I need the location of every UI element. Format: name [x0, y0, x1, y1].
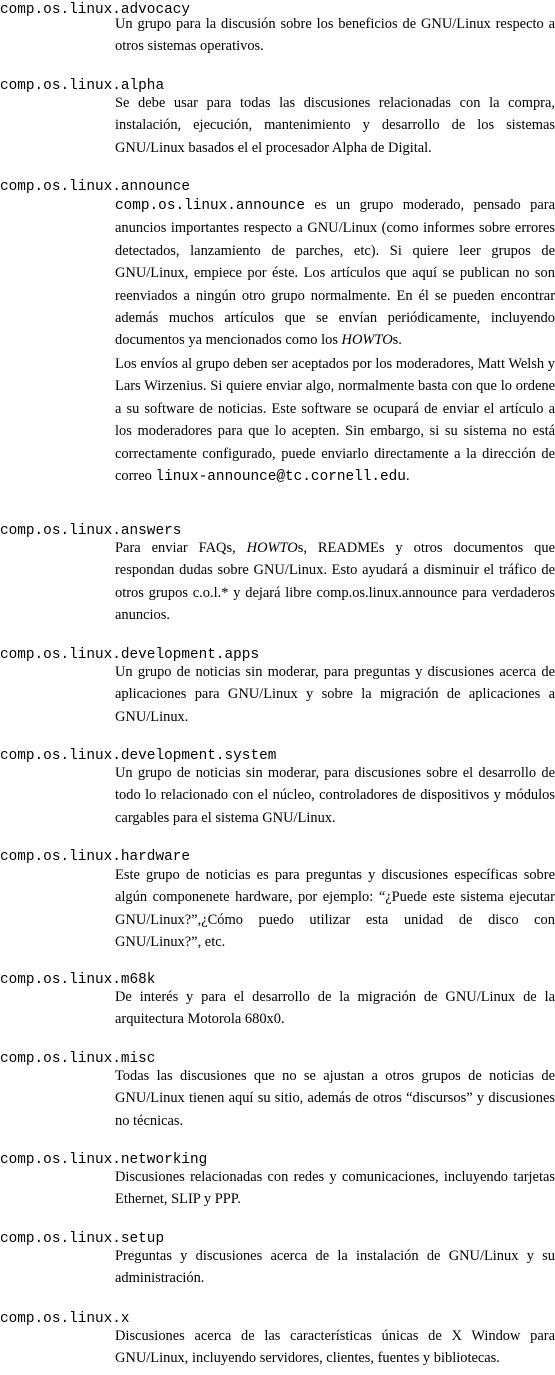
description-text: es un grupo moderado, pensado para anuncios importantes respecto a GNU/Linux (como informes sobre errores detectados, lanzamiento de parches, etc). Si quiere leer grupos de GNU/Linux, empiece por éste. Los artículos que aquí se publican no son reenviados a ningún otro grupo normalmente. En él se pueden encontrar además muchos artículos que se envían periódicamente, incluyendo documentos ya mencionados como los: [115, 197, 555, 349]
newsgroup-name: comp.os.linux.hardware: [0, 849, 190, 865]
newsgroup-name: comp.os.linux.setup: [0, 1231, 165, 1247]
description-text: .: [405, 468, 410, 485]
newsgroup-name: comp.os.linux.development.system: [0, 748, 277, 764]
newsgroup-description: Discusiones relacionadas con redes y comunicaciones, incluyendo tarjetas Ethernet, SLIP y PPP.: [115, 1169, 555, 1208]
newsgroup-description: Un grupo de noticias sin moderar, para preguntas y discusiones acerca de aplicaciones para GNU/Linux y sobre la migración de aplicaciones a GNU/Linux.: [115, 664, 555, 725]
howto-term: HOWTO: [341, 332, 393, 349]
description-text: Para enviar FAQs,: [115, 540, 247, 556]
newsgroup-description: [115, 537, 555, 627]
newsgroup-name: comp.os.linux.advocacy: [0, 2, 190, 18]
newsgroup-description: Discusiones acerca de las características únicas de X Window para GNU/Linux, incluyendo servidores, clientes, fuentes y bibliotecas.: [115, 1328, 555, 1367]
newsgroup-name: comp.os.linux.m68k: [0, 972, 156, 988]
inline-code: comp.os.linux.announce: [115, 198, 305, 214]
description-text: s.: [392, 332, 402, 349]
newsgroup-name: comp.os.linux.answers: [0, 523, 182, 539]
newsgroup-description: Un grupo para la discusión sobre los beneficios de GNU/Linux respecto a otros sistemas operativos.: [115, 16, 555, 55]
howto-term: HOWTO: [246, 540, 298, 556]
email-address: linux-announce@tc.cornell.edu: [155, 469, 406, 486]
newsgroup-description: Preguntas y discusiones acerca de la instalación de GNU/Linux y su administración.: [115, 1248, 555, 1287]
newsgroup-description: [115, 194, 555, 352]
newsgroup-description: Este grupo de noticias es para preguntas y discusiones específicas sobre algún componenete hardware, por ejemplo: “¿Puede este sistema ejecutar GNU/Linux?”,¿Cómo puedo utilizar esta unidad de disco con GNU/Linux?”, etc.: [115, 867, 555, 951]
newsgroup-name: comp.os.linux.misc: [0, 1051, 156, 1067]
newsgroup-description-moderation: [115, 353, 555, 488]
newsgroup-name: comp.os.linux.development.apps: [0, 647, 260, 663]
newsgroup-name: comp.os.linux.networking: [0, 1152, 208, 1168]
newsgroup-name: comp.os.linux.announce: [0, 179, 190, 195]
description-text: Los envíos al grupo deben ser aceptados por los moderadores, Matt Welsh y Lars Wirzenius. Si quiere enviar algo, normalmente basta con que lo ordene a su software de noticias. Este software se ocupará de enviar el artículo a los moderadores para que lo acepten. Sin embargo, si su sistema no está correctamente configurado, puede enviarlo directamente a la dirección de correo: [115, 356, 555, 485]
newsgroup-name: comp.os.linux.alpha: [0, 78, 165, 94]
newsgroup-description: Se debe usar para todas las discusiones relacionadas con la compra, instalación, ejecución, mantenimiento y desarrollo de los sistemas GNU/Linux basados el el procesador Alpha de Digital.: [115, 95, 555, 156]
newsgroup-description: Todas las discusiones que no se ajustan a otros grupos de noticias de GNU/Linux tienen aquí su sitio, además de otros “discursos” y discusiones no técnicas.: [115, 1068, 555, 1129]
newsgroup-name: comp.os.linux.x: [0, 1311, 130, 1327]
newsgroup-description: De interés y para el desarrollo de la migración de GNU/Linux de la arquitectura Motorola 680x0.: [115, 989, 555, 1028]
newsgroup-description: Un grupo de noticias sin moderar, para discusiones sobre el desarrollo de todo lo relacionado con el núcleo, controladores de dispositivos y módulos cargables para el sistema GNU/Linux.: [115, 765, 555, 826]
description-text: s, READMEs y otros documentos que respondan dudas sobre GNU/Linux. Esto ayudará a disminuir el tráfico de otros grupos c.o.l.* y dejará libre comp.os.linux.announce para verdaderos anuncios.: [115, 540, 555, 624]
